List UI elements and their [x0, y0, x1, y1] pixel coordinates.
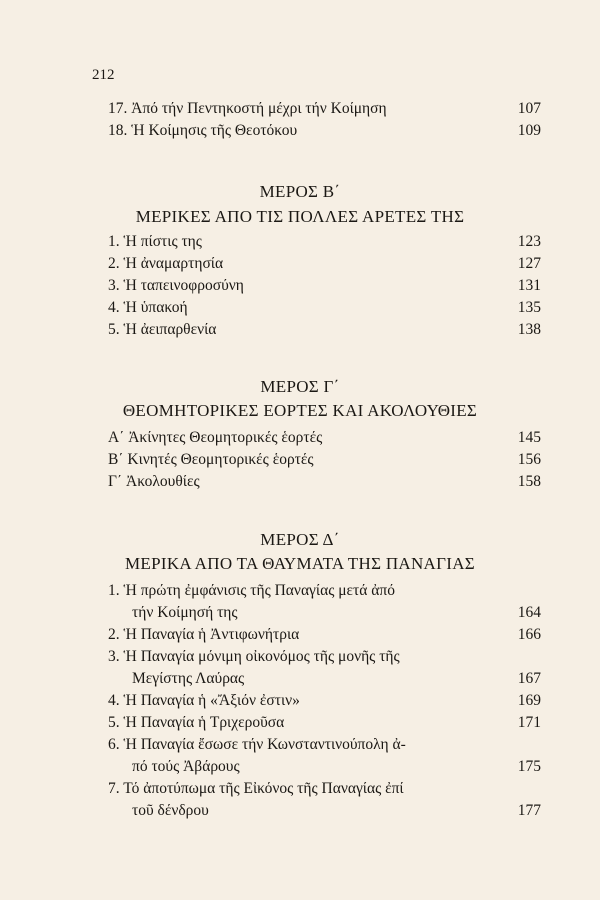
- toc-entry: [108, 231, 541, 253]
- toc-section-c: [108, 427, 541, 493]
- toc-entry-label: 2. Ἡ ἀναμαρτησία: [108, 255, 224, 272]
- section-b-title: ΜΕΡΟΣ Β΄: [259, 182, 341, 201]
- section-c-title: ΜΕΡΟΣ Γ΄: [260, 377, 340, 396]
- toc-entry-label-cont: πό τούς Ἀβάρους: [132, 758, 240, 775]
- toc-entry-label: Γ΄ Ἀκολουθίες: [108, 473, 200, 490]
- toc-entry-page: 138: [517, 321, 541, 338]
- toc-entry: [108, 98, 541, 120]
- toc-entry: [108, 275, 541, 297]
- toc-entry-page: 171: [517, 714, 541, 731]
- toc-entry-page: 169: [517, 692, 541, 709]
- toc-entry: [108, 120, 541, 142]
- toc-entry-page: 107: [517, 100, 541, 117]
- toc-section-d: [108, 580, 541, 822]
- toc-entry: [108, 449, 541, 471]
- toc-entry-page: 109: [517, 122, 541, 139]
- toc-entry-page: 175: [517, 758, 541, 775]
- toc-entry-label-cont: Μεγίστης Λαύρας: [132, 670, 245, 687]
- toc-entry-label: 5. Ἡ ἀειπαρθενία: [108, 321, 217, 338]
- toc-entry-label: 1. Ἡ πίστις της: [108, 233, 202, 250]
- toc-entry-label: 4. Ἡ ὑπακοή: [108, 299, 188, 316]
- section-b-subtitle: ΜΕΡΙΚΕΣ ΑΠΟ ΤΙΣ ΠΟΛΛΕΣ ΑΡΕΤΕΣ ΤΗΣ: [135, 207, 465, 226]
- toc-entry-label: 5. Ἡ Παναγία ἡ Τριχεροῦσα: [108, 714, 285, 731]
- toc-entry-page: 164: [517, 604, 541, 621]
- toc-entry-page: 131: [517, 277, 541, 294]
- section-d-title: ΜΕΡΟΣ Δ΄: [260, 530, 340, 549]
- toc-entry-page: 167: [517, 670, 541, 687]
- toc-entry-label: 2. Ἡ Παναγία ἡ Ἀντιφωνήτρια: [108, 626, 300, 643]
- toc-entry: [108, 646, 541, 690]
- toc-entry-label: 4. Ἡ Παναγία ἡ «Ἄξιόν ἐστιν»: [108, 692, 300, 709]
- toc-entry-label: 17. Ἀπό τήν Πεντηκοστή μέχρι τήν Κοίμηση: [108, 100, 387, 117]
- toc-entry-label: Α΄ Ἀκίνητες Θεομητορικές ἑορτές: [108, 429, 323, 446]
- toc-entry: [108, 778, 541, 822]
- toc-entry-label: Β΄ Κινητές Θεομητορικές ἑορτές: [108, 451, 314, 468]
- page-number: 212: [92, 67, 115, 83]
- toc-entry: [108, 580, 541, 624]
- toc-entry: [108, 690, 541, 712]
- toc-entry-label-cont: τοῦ δένδρου: [132, 802, 209, 819]
- toc-entry-label: 6. Ἡ Παναγία ἔσωσε τήν Κωνσταντινούπολη ἀ-: [108, 736, 406, 753]
- toc-section-b: [108, 231, 541, 341]
- toc-section-a: [108, 98, 541, 142]
- toc-entry-label-cont: τήν Κοίμησή της: [132, 604, 238, 621]
- toc-entry-page: 158: [517, 473, 541, 490]
- toc-entry: [108, 624, 541, 646]
- toc-entry-page: 166: [517, 626, 541, 643]
- toc-entry: [108, 319, 541, 341]
- toc-entry-label: 7. Τό ἀποτύπωμα τῆς Εἰκόνος τῆς Παναγίας ἐπί: [108, 780, 404, 797]
- section-c-subtitle: ΘΕΟΜΗΤΟΡΙΚΕΣ ΕΟΡΤΕΣ ΚΑΙ ΑΚΟΛΟΥΘΙΕΣ: [122, 401, 478, 420]
- toc-entry-label: 3. Ἡ ταπεινοφροσύνη: [108, 277, 244, 294]
- toc-entry-page: 156: [517, 451, 541, 468]
- toc-entry-label: 1. Ἡ πρώτη ἐμφάνισις τῆς Παναγίας μετά ἀπό: [108, 582, 395, 599]
- toc-entry-page: 135: [517, 299, 541, 316]
- toc-entry-label: 18. Ἡ Κοίμησις τῆς Θεοτόκου: [108, 122, 298, 139]
- toc-entry: [108, 712, 541, 734]
- toc-entry-page: 123: [517, 233, 541, 250]
- toc-entry: [108, 471, 541, 493]
- section-d-subtitle: ΜΕΡΙΚΑ ΑΠΟ ΤΑ ΘΑΥΜΑΤΑ ΤΗΣ ΠΑΝΑΓΙΑΣ: [125, 554, 475, 573]
- toc-entry: [108, 297, 541, 319]
- toc-entry: [108, 427, 541, 449]
- toc-entry: [108, 253, 541, 275]
- toc-entry-page: 127: [517, 255, 541, 272]
- toc-entry: [108, 734, 541, 778]
- toc-entry-page: 145: [517, 429, 541, 446]
- toc-entry-page: 177: [517, 802, 541, 819]
- toc-entry-label: 3. Ἡ Παναγία μόνιμη οἰκονόμος τῆς μονῆς τῆς: [108, 648, 400, 665]
